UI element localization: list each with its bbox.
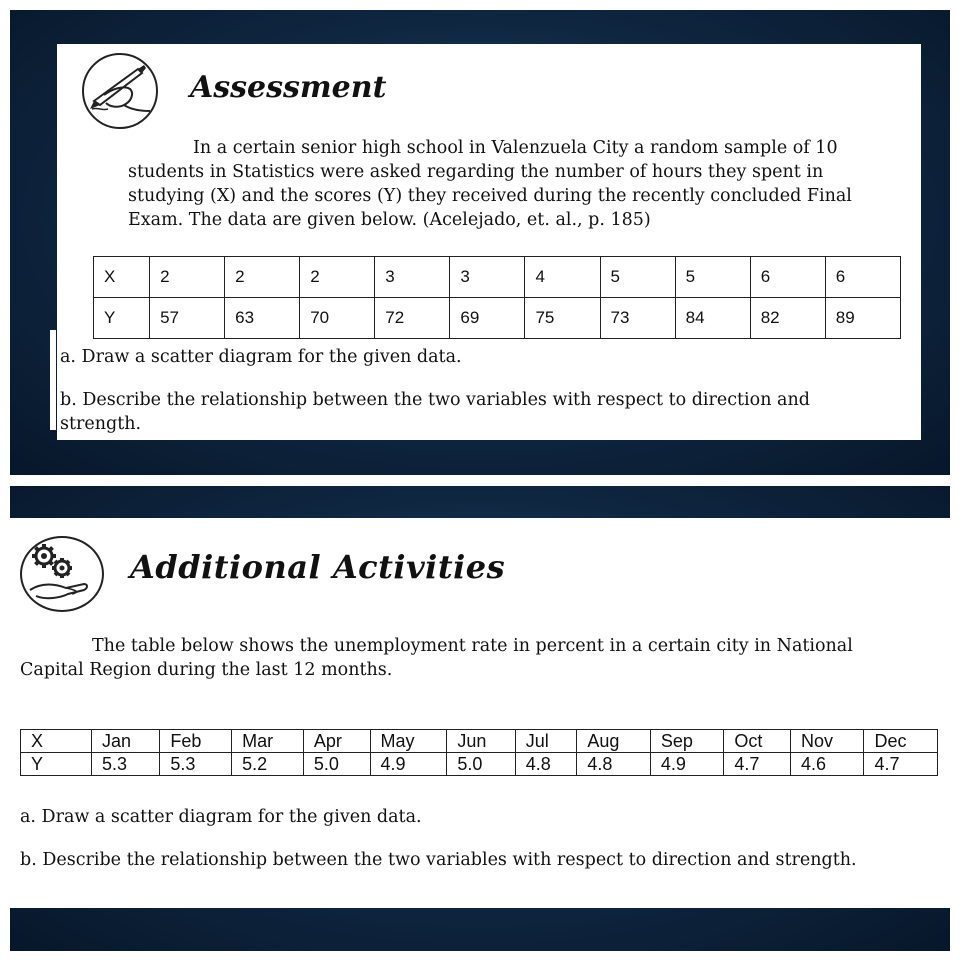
table-cell: 2	[150, 257, 225, 298]
table-cell: 4.8	[577, 753, 651, 776]
table-cell: 89	[825, 298, 900, 339]
table-cell: 6	[750, 257, 825, 298]
table-cell: 2	[225, 257, 300, 298]
table-row-y	[94, 298, 901, 339]
table-cell: Feb	[160, 730, 232, 753]
card-extension	[50, 330, 56, 430]
table-cell: 3	[450, 257, 525, 298]
table-cell: Nov	[790, 730, 863, 753]
row-label: Y	[21, 753, 92, 776]
table-cell: Jul	[515, 730, 577, 753]
table-row-y	[21, 753, 938, 776]
table-cell: 5.0	[447, 753, 515, 776]
additional-activities-title: Additional Activities	[130, 548, 506, 586]
table-cell: May	[370, 730, 447, 753]
table-cell: 63	[225, 298, 300, 339]
row-label: X	[94, 257, 150, 298]
unemployment-data-table	[20, 729, 938, 776]
table-cell: Jun	[447, 730, 515, 753]
assessment-paragraph: In a certain senior high school in Valenzuela City a random sample of 10 students in Statistics were asked regarding the number of hours they spent in studying (X) and the scores (Y) they received during the recently concluded Final Exam. The data are given below. (Acelejado, et. al., p. 185)	[128, 138, 852, 230]
table-cell: Aug	[577, 730, 651, 753]
table-cell: 4.6	[790, 753, 863, 776]
assessment-card	[57, 44, 921, 440]
table-cell: Jan	[92, 730, 160, 753]
table-cell: 75	[525, 298, 600, 339]
row-label: X	[21, 730, 92, 753]
table-cell: Oct	[724, 730, 791, 753]
table-cell: 2	[300, 257, 375, 298]
table-cell: 5	[600, 257, 675, 298]
table-cell: 5.0	[303, 753, 370, 776]
additional-paragraph: The table below shows the unemployment rate in percent in a certain city in National Capital Region during the last 12 months.	[20, 636, 853, 680]
table-cell: 73	[600, 298, 675, 339]
table-cell: 4.7	[864, 753, 938, 776]
row-label: Y	[94, 298, 150, 339]
table-row-x	[21, 730, 938, 753]
table-row-x	[94, 257, 901, 298]
assessment-title: Assessment	[190, 70, 387, 105]
table-cell: 57	[150, 298, 225, 339]
assessment-question-a: a. Draw a scatter diagram for the given data.	[60, 347, 462, 367]
table-cell: 3	[375, 257, 450, 298]
table-cell: 4.9	[650, 753, 724, 776]
table-cell: 70	[300, 298, 375, 339]
table-cell: 4	[525, 257, 600, 298]
table-cell: 82	[750, 298, 825, 339]
table-cell: 84	[675, 298, 750, 339]
table-cell: Apr	[303, 730, 370, 753]
table-cell: 4.7	[724, 753, 791, 776]
additional-question-b: b. Describe the relationship between the two variables with respect to direction and strength.	[20, 850, 857, 870]
assessment-data-table	[93, 256, 901, 339]
table-cell: Dec	[864, 730, 938, 753]
table-cell: 5.3	[92, 753, 160, 776]
table-cell: 5.2	[232, 753, 304, 776]
table-cell: 4.8	[515, 753, 577, 776]
table-cell: 4.9	[370, 753, 447, 776]
assessment-question-b: b. Describe the relationship between the two variables with respect to direction and strength.	[60, 390, 810, 434]
table-cell: 69	[450, 298, 525, 339]
hand-writing-icon	[82, 53, 158, 129]
table-cell: Mar	[232, 730, 304, 753]
table-cell: 6	[825, 257, 900, 298]
table-cell: 72	[375, 298, 450, 339]
table-cell: Sep	[650, 730, 724, 753]
table-cell: 5.3	[160, 753, 232, 776]
gears-in-hand-icon	[20, 536, 104, 612]
additional-question-a: a. Draw a scatter diagram for the given data.	[20, 807, 422, 827]
table-cell: 5	[675, 257, 750, 298]
